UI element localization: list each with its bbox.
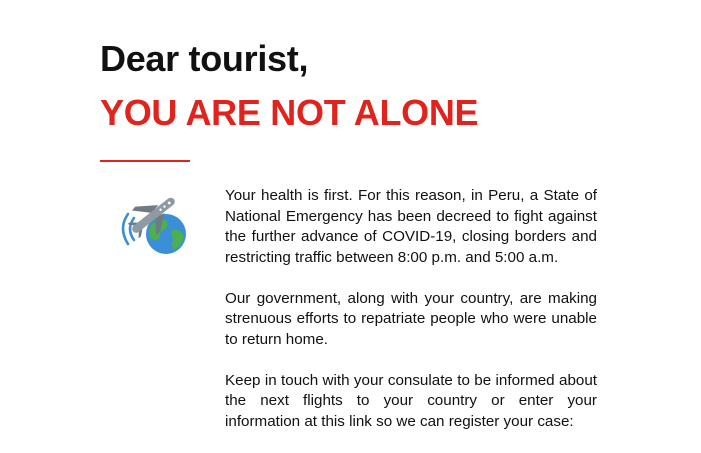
airplane-globe-icon <box>112 178 198 264</box>
accent-divider <box>100 160 190 162</box>
notice-body <box>225 186 597 453</box>
headline: YOU ARE NOT ALONE <box>100 92 479 133</box>
paragraph-consulate-contact: Keep in touch with your consulate to be informed about the next flights to your country or enter your information at this link so we can register your case: <box>225 371 597 430</box>
paragraph-repatriation: Our government, along with your country, are making strenuous efforts to repatriate people who were unable to return home. <box>225 289 597 348</box>
signal-wave-icon <box>123 214 128 244</box>
greeting-heading: Dear tourist, <box>100 38 309 79</box>
paragraph-health-emergency: Your health is first. For this reason, in Peru, a State of National Emergency has been decreed to fight against the further advance of COVID-19, closing borders and restricting traffic between 8:00 p.m. and 5:00 a.m. <box>225 187 597 266</box>
